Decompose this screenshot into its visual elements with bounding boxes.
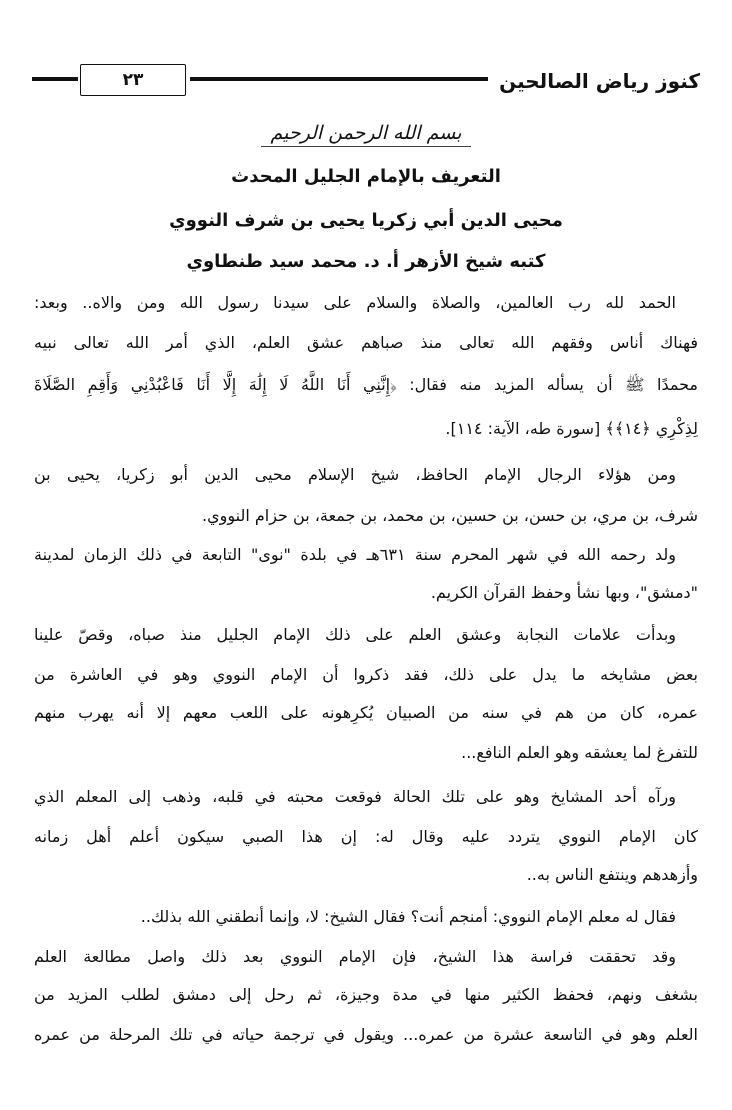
header-rule-right [190, 77, 488, 81]
text-line: وبدأت علامات النجابة وعشق العلم على ذلك الإمام الجليل منذ صباه، وقصّ علينا [34, 625, 676, 644]
header-rule-left [32, 77, 78, 81]
text-line: لِذِكْرِي ﴿١٤﴾﴾ [سورة طه، الآية: ١١٤]. [445, 419, 698, 438]
text-line: بعض مشايخه ما يدل على ذلك، فقد ذكروا أن الإمام النووي وهو في العاشرة من [34, 665, 698, 684]
text-line: فقال له معلم الإمام النووي: أمنجم أنت؟ فقال الشيخ: لا، وإنما أنطقني الله بذلك.. [140, 907, 676, 926]
text-line: "دمشق"، وبها نشأ وحفظ القرآن الكريم. [430, 583, 698, 602]
text-line: بشغف ونهم، فحفظ الكثير منها في مدة وجيزة، ثم رحل إلى دمشق لطلب المزيد من [34, 985, 698, 1004]
basmala-calligraphy: بسم الله الرحمن الرحيم [0, 122, 732, 147]
page-number-box [80, 64, 186, 96]
text-line: وأزهدهم وينتفع الناس به.. [526, 865, 698, 884]
text-line: فهناك أناس وفقهم الله تعالى منذ صباهم عشق العلم، الذي أمر الله تعالى نبيه [34, 333, 698, 352]
text-line: للتفرغ لما يعشقه وهو العلم النافع... [461, 743, 698, 762]
title-line-3: كتبه شيخ الأزهر أ. د. محمد سيد طنطاوي [186, 251, 546, 272]
text-line: ورآه أحد المشايخ وهو على تلك الحالة فوقعت محبته في قلبه، وذهب إلى المعلم الذي [34, 787, 676, 806]
text-line: شرف، بن مري، بن حسن، بن حسين، بن محمد، بن جمعة، بن حزام النووي. [202, 506, 698, 525]
text-line: العلم وهو في التاسعة عشرة من عمره... ويقول في ترجمة حياته في تلك المرحلة من عمره [34, 1025, 698, 1044]
running-title: كنوز رياض الصالحين [499, 69, 700, 93]
text-line: ومن هؤلاء الرجال الإمام الحافظ، شيخ الإسلام محيى الدين أبو زكريا، يحيى بن [34, 465, 676, 484]
text-line: عمره، كان من هم في سنه من الصبيان يُكرِهونه على اللعب معهم إلا أنه يهرب منهم [34, 703, 698, 722]
title-line-2: محيى الدين أبي زكريا يحيى بن شرف النووي [169, 210, 563, 231]
text-line: محمدًا ﷺ أن يسأله المزيد منه فقال: ﴿إِنَّنِي أَنَا اللَّهُ لَا إِلَٰهَ إِلَّا أَنَا فَاعْبُدْنِي وَأَقِمِ الصَّلَاةَ [34, 375, 698, 394]
text-line: الحمد لله رب العالمين، والصلاة والسلام على سيدنا رسول الله ومن والاه.. وبعد: [34, 293, 676, 312]
text-line: ولد رحمه الله في شهر المحرم سنة ٦٣١هـ في بلدة "نوى" التابعة في ذلك الزمان لمدينة [34, 545, 676, 564]
title-line-1: التعريف بالإمام الجليل المحدث [231, 166, 501, 187]
page-number: ٢٣ [122, 70, 144, 90]
text-line: كان الإمام النووي يتردد عليه وقال له: إن هذا الصبي سيكون أعلم أهل زمانه [34, 827, 698, 846]
text-line: وقد تحققت فراسة هذا الشيخ، فإن الإمام النووي بعد ذلك واصل مطالعة العلم [34, 947, 676, 966]
page-header [32, 64, 700, 98]
